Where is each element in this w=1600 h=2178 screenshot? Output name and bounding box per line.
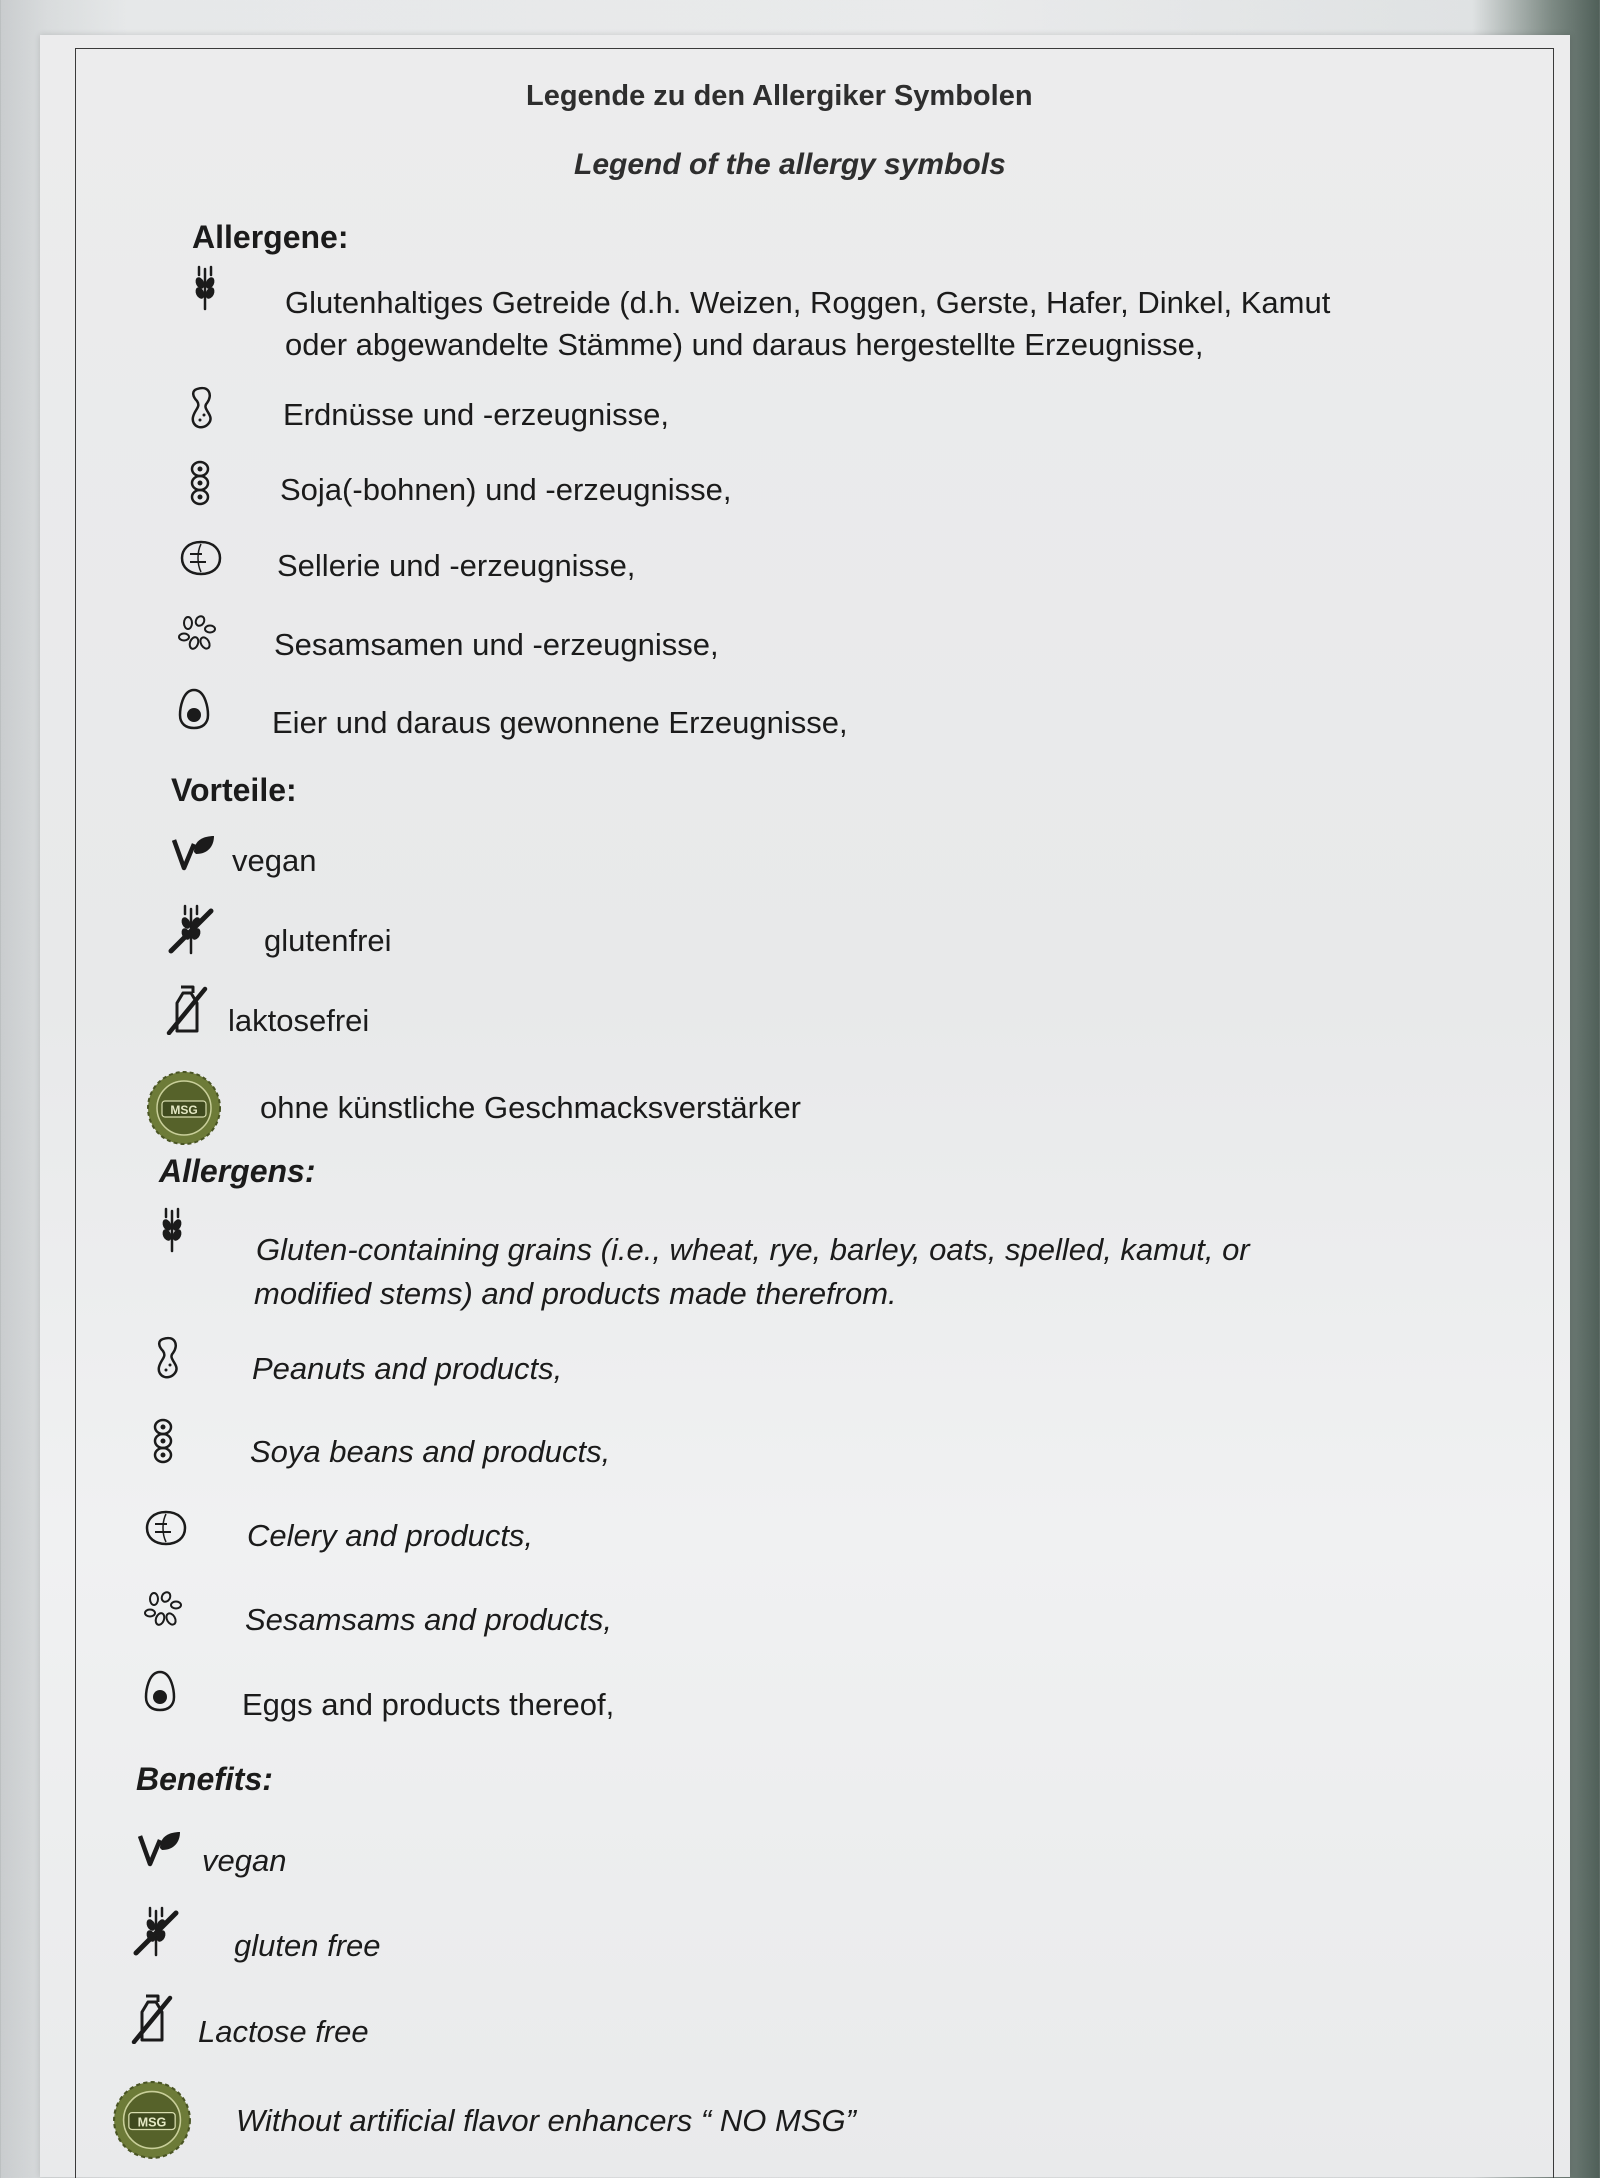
vegan-icon	[138, 1830, 182, 1870]
allergen-text-en-sesame: Sesamsams and products,	[245, 1602, 613, 1637]
soy-icon	[187, 460, 213, 506]
gluten-free-icon	[167, 903, 215, 955]
benefit-text-en-lactose-free: Lactose free	[198, 2014, 369, 2049]
benefit-text-de-gluten-free: glutenfrei	[264, 923, 392, 958]
celery-icon	[145, 1510, 187, 1546]
allergens-heading-de: Allergene:	[192, 219, 349, 255]
msg-seal-text: MSG	[170, 1103, 198, 1117]
allergen-text-de-gluten-line2: oder abgewandelte Stämme) und daraus hergestellte Erzeugnisse,	[285, 327, 1204, 362]
benefit-text-de-lactose-free: laktosefrei	[228, 1003, 370, 1038]
no-msg-icon	[112, 2080, 192, 2160]
sesame-icon	[144, 1591, 182, 1629]
no-msg-icon	[146, 1070, 222, 1146]
allergen-text-de-celery: Sellerie und -erzeugnisse,	[277, 548, 636, 583]
allergen-text-en-soy: Soya beans and products,	[250, 1434, 611, 1469]
allergen-text-en-gluten-line1: Gluten-containing grains (i.e., wheat, rye, barley, oats, spelled, kamut, or	[256, 1232, 1250, 1267]
benefit-text-en-gluten-free: gluten free	[234, 1928, 381, 1963]
gluten-icon	[193, 265, 217, 311]
msg-seal-text: MSG	[137, 2115, 167, 2130]
egg-icon	[178, 688, 210, 730]
allergen-text-en-peanut: Peanuts and products,	[252, 1351, 563, 1386]
lactose-free-icon	[130, 1994, 176, 2044]
allergen-text-de-peanut: Erdnüsse und -erzeugnisse,	[283, 397, 670, 432]
allergen-text-de-gluten-line1: Glutenhaltiges Getreide (d.h. Weizen, Roggen, Gerste, Hafer, Dinkel, Kamut	[285, 285, 1331, 320]
soy-icon	[150, 1418, 176, 1464]
lactose-free-icon	[165, 985, 211, 1035]
vegan-icon	[172, 834, 216, 874]
benefit-text-de-vegan: vegan	[232, 843, 317, 878]
peanut-icon	[187, 385, 219, 429]
allergen-text-de-sesame: Sesamsamen und -erzeugnisse,	[274, 627, 719, 662]
page-subtitle: Legend of the allergy symbols	[574, 148, 1006, 181]
celery-icon	[180, 540, 222, 576]
allergen-text-en-gluten-line2: modified stems) and products made therefrom.	[254, 1276, 897, 1311]
page-title: Legende zu den Allergiker Symbolen	[526, 80, 1033, 112]
peanut-icon	[153, 1335, 185, 1379]
allergens-heading-en: Allergens:	[159, 1153, 316, 1189]
allergen-text-de-soy: Soja(-bohnen) und -erzeugnisse,	[280, 472, 732, 507]
egg-icon	[144, 1670, 176, 1712]
allergen-text-en-egg: Eggs and products thereof,	[242, 1687, 615, 1722]
benefits-heading-de: Vorteile:	[171, 772, 297, 808]
gluten-free-icon	[132, 1905, 180, 1957]
benefit-text-en-vegan: vegan	[202, 1843, 287, 1878]
gluten-icon	[160, 1207, 184, 1253]
sesame-icon	[178, 615, 216, 653]
benefits-heading-en: Benefits:	[136, 1761, 273, 1797]
benefit-text-de-no-msg: ohne künstliche Geschmacksverstärker	[260, 1090, 802, 1125]
benefit-text-en-no-msg: Without artificial flavor enhancers “ NO MSG”	[236, 2103, 856, 2138]
allergen-text-de-egg: Eier und daraus gewonnene Erzeugnisse,	[272, 705, 848, 740]
allergen-text-en-celery: Celery and products,	[247, 1518, 534, 1553]
